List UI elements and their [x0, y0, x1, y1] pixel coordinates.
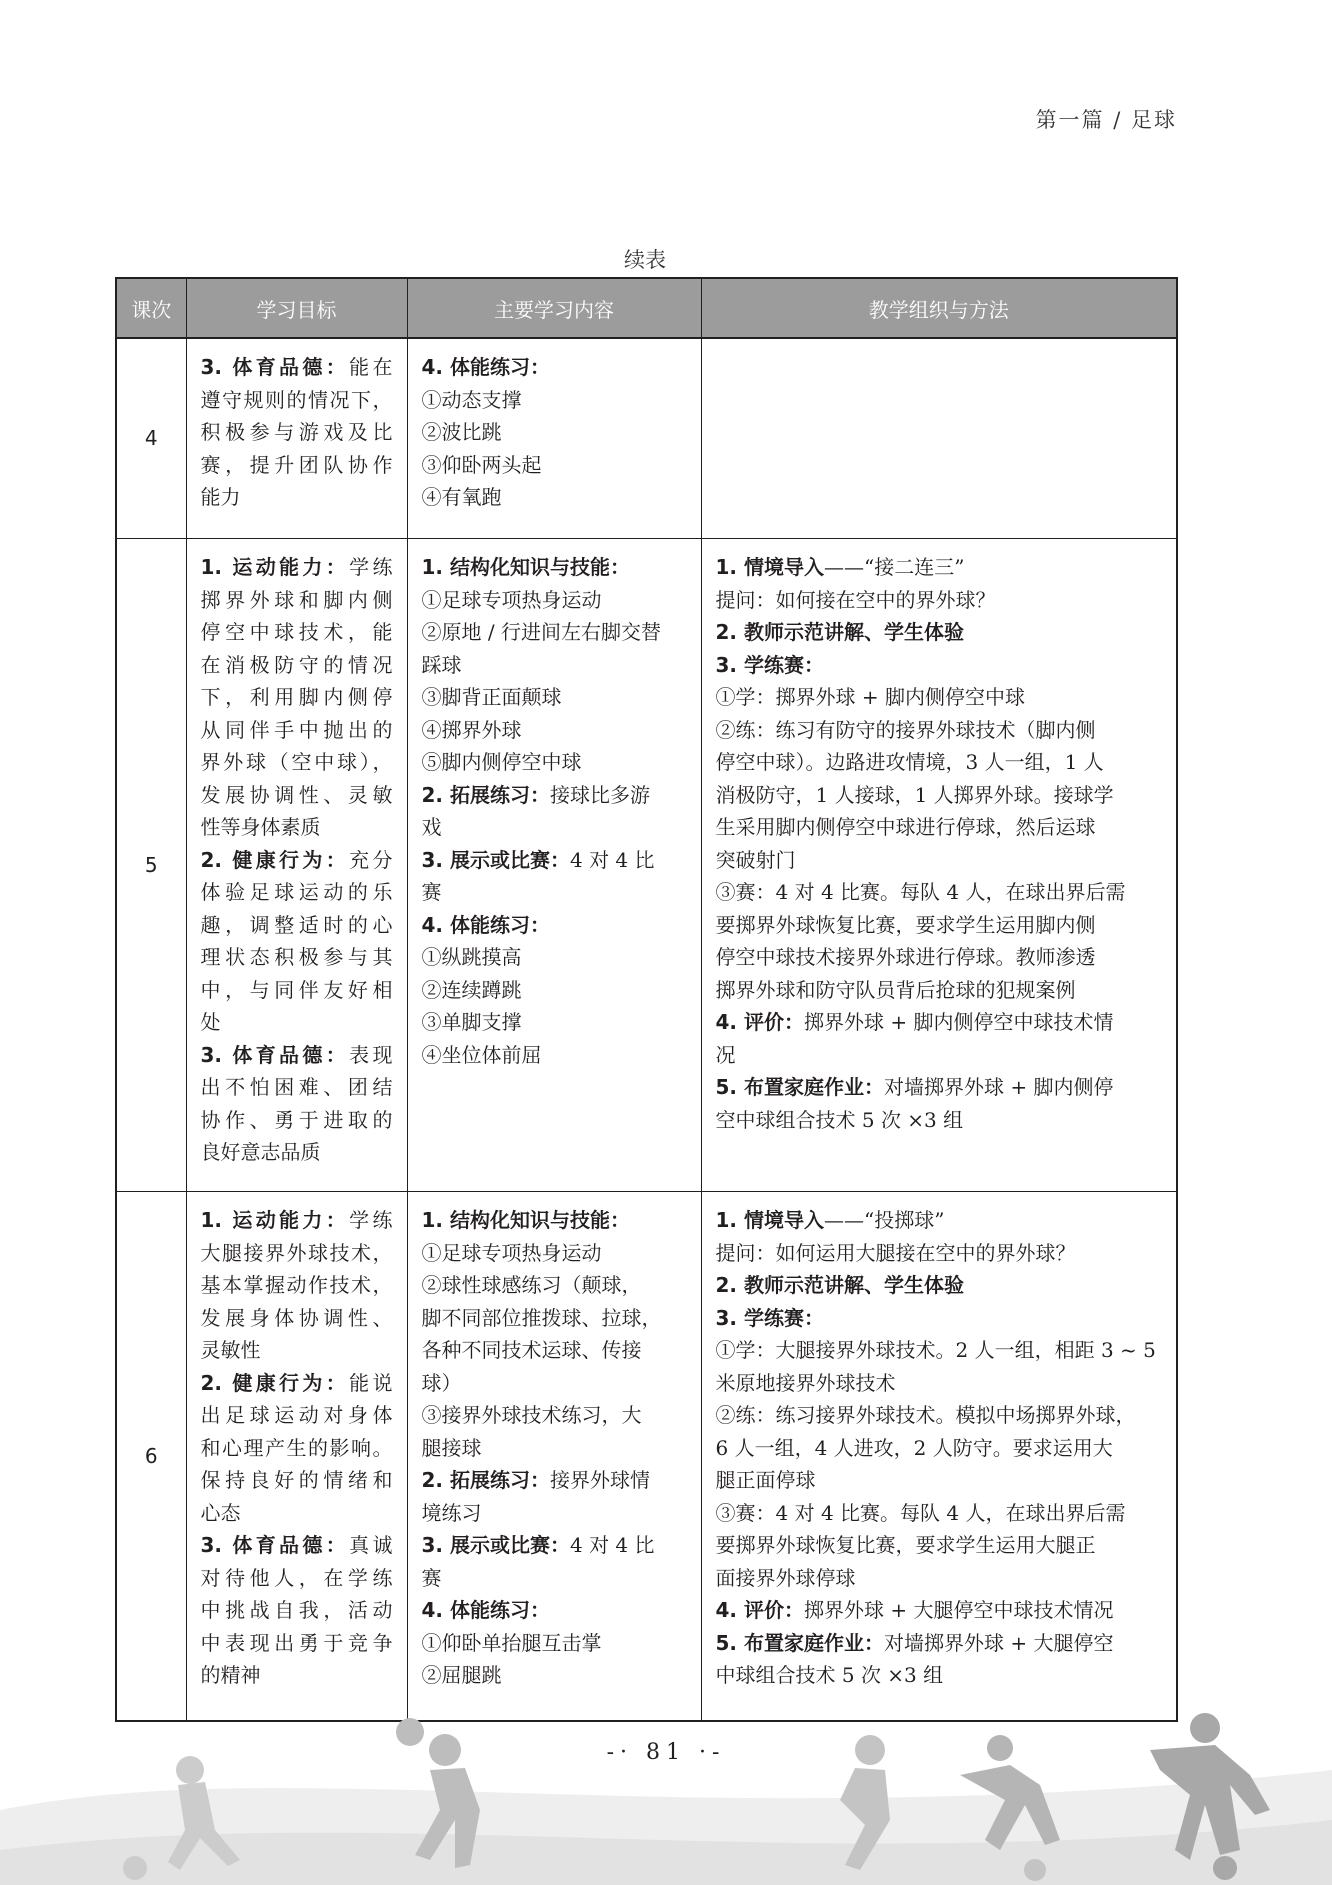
- body-text: 停空中球技术，能: [200, 620, 393, 644]
- body-text: ①纵跳摸高: [421, 945, 522, 969]
- table-header-row: [116, 278, 1177, 338]
- body-text: 停空中球）。边路进攻情境，3 人一组，1 人: [715, 750, 1104, 774]
- text-line: [716, 1104, 1163, 1137]
- body-text: 学练: [349, 1208, 393, 1232]
- text-line: [201, 1594, 393, 1627]
- text-line: [422, 1594, 687, 1627]
- body-text: ②原地 / 行进间左右脚交替: [421, 620, 661, 644]
- lesson-number: 6: [116, 1192, 186, 1722]
- text-line: [201, 1432, 393, 1465]
- text-line: [716, 1204, 1163, 1237]
- heading-keyword: 1. 情境导入: [715, 1208, 824, 1232]
- body-text: 能力: [200, 485, 241, 509]
- text-line: [422, 909, 687, 942]
- text-line: [716, 974, 1163, 1007]
- body-text: 在消极防守的情况: [200, 652, 393, 677]
- text-line: [422, 1529, 687, 1562]
- lesson-row: [116, 539, 1177, 1192]
- text-line: [201, 584, 393, 617]
- heading-keyword: 3. 体育品德：: [200, 1042, 350, 1067]
- text-line: [422, 1464, 687, 1497]
- body-text: 出足球运动对身体: [200, 1403, 393, 1427]
- text-line: [716, 616, 1163, 649]
- heading-keyword: 1. 运动能力：: [200, 555, 350, 579]
- body-text: ②练：练习接界外球技术。模拟中场掷界外球，: [715, 1403, 1136, 1427]
- text-line: [716, 746, 1163, 779]
- text-line: [716, 1367, 1163, 1400]
- body-text: 发展协调性、灵敏: [200, 782, 393, 807]
- body-text: ②连续蹲跳: [421, 977, 522, 1002]
- body-text: 基本掌握动作技术，: [200, 1273, 393, 1297]
- body-text: ④有氧跑: [421, 485, 502, 509]
- text-line: [716, 584, 1163, 617]
- body-text: ②波比跳: [421, 420, 502, 444]
- heading-keyword: 1. 结构化知识与技能：: [421, 1208, 630, 1232]
- text-line: [201, 1497, 393, 1530]
- text-line: [201, 1071, 393, 1104]
- text-line: [422, 481, 687, 514]
- text-line: [201, 844, 393, 877]
- body-text: 真诚: [349, 1533, 393, 1557]
- text-line: [422, 681, 687, 714]
- body-text: ③单脚支撑: [421, 1010, 522, 1034]
- text-line: [201, 384, 393, 417]
- body-text: ①足球专项热身运动: [421, 587, 602, 612]
- body-text: 况: [715, 1042, 736, 1067]
- body-text: 掷界外球 + 大腿停空中球技术情况: [803, 1598, 1114, 1622]
- body-text: ③赛：4 对 4 比赛。每队 4 人，在球出界后需: [715, 880, 1126, 904]
- body-text: 要掷界外球恢复比赛，要求学生运用大腿正: [715, 1533, 1096, 1557]
- body-text: ②球性球感练习（颠球，: [421, 1273, 642, 1297]
- text-line: [201, 1399, 393, 1432]
- body-text: 腿正面停球: [715, 1468, 816, 1492]
- text-line: [716, 1594, 1163, 1627]
- header-content: 主要学习内容: [407, 278, 701, 338]
- header-lesson: 课次: [116, 278, 186, 338]
- text-line: [716, 649, 1163, 682]
- content-cell: [407, 539, 701, 1192]
- body-text: ①足球专项热身运动: [421, 1240, 602, 1265]
- objectives-cell: [186, 539, 407, 1192]
- body-text: ②屈腿跳: [421, 1663, 502, 1687]
- heading-keyword: 4. 评价：: [715, 1598, 804, 1622]
- text-line: [716, 1529, 1163, 1562]
- body-text: 掷界外球和脚内侧: [200, 587, 393, 612]
- body-text: 大腿接界外球技术，: [200, 1240, 393, 1265]
- body-text: 掷界外球 + 脚内侧停空中球技术情: [803, 1010, 1114, 1034]
- text-line: [201, 1006, 393, 1039]
- text-line: [716, 1627, 1163, 1660]
- text-line: [422, 941, 687, 974]
- body-text: 发展身体协调性、: [200, 1305, 393, 1330]
- text-line: [201, 1104, 393, 1137]
- text-line: [201, 649, 393, 682]
- text-line: [716, 1071, 1163, 1104]
- text-line: [422, 1399, 687, 1432]
- body-text: 协作、勇于进取的: [200, 1107, 393, 1132]
- content-cell: [407, 1192, 701, 1722]
- body-text: 戏: [421, 815, 442, 839]
- text-line: [201, 351, 393, 384]
- text-line: [716, 1659, 1163, 1692]
- text-line: [422, 974, 687, 1007]
- text-line: [201, 941, 393, 974]
- text-line: [201, 1627, 393, 1660]
- content-cell: [407, 338, 701, 539]
- body-text: 腿接球: [421, 1435, 482, 1460]
- text-line: [201, 779, 393, 812]
- heading-keyword: 4. 体能练习：: [421, 912, 550, 937]
- heading-keyword: 3. 展示或比赛：: [421, 1533, 570, 1557]
- header-objectives: 学习目标: [186, 278, 407, 338]
- body-text: 赛，提升团队协作: [200, 452, 393, 477]
- text-line: [201, 974, 393, 1007]
- body-text: 保持良好的情绪和: [200, 1468, 393, 1492]
- body-text: ①动态支撑: [421, 387, 522, 412]
- text-line: [716, 681, 1163, 714]
- body-text: 提问：如何接在空中的界外球？: [715, 587, 996, 612]
- text-line: [716, 1399, 1163, 1432]
- text-line: [201, 1529, 393, 1562]
- body-text: 突破射门: [715, 847, 796, 872]
- body-text: 赛: [421, 1565, 442, 1590]
- body-text: 体验足球运动的乐: [200, 880, 393, 904]
- methods-cell: [701, 1192, 1177, 1722]
- footer-football-silhouettes: [0, 1690, 1332, 1885]
- text-line: [716, 1334, 1163, 1367]
- body-text: ③接界外球技术练习，大: [421, 1403, 642, 1427]
- lesson-plan-table: [115, 277, 1178, 1722]
- heading-keyword: 2. 教师示范讲解、学生体验: [715, 620, 964, 644]
- body-text: 米原地接界外球技术: [715, 1370, 896, 1395]
- text-line: [422, 649, 687, 682]
- body-text: 4 对 4 比: [569, 847, 655, 872]
- text-line: [422, 1432, 687, 1465]
- body-text: 性等身体素质: [200, 815, 321, 839]
- text-line: [422, 1237, 687, 1270]
- heading-keyword: 5. 布置家庭作业：: [715, 1075, 884, 1099]
- text-line: [716, 1464, 1163, 1497]
- text-line: [422, 714, 687, 747]
- text-line: [422, 1367, 687, 1400]
- body-text: ①学：掷界外球 + 脚内侧停空中球: [715, 685, 1025, 709]
- body-text: 中，与同伴友好相: [200, 977, 393, 1002]
- body-text: 中球组合技术 5 次 ×3 组: [715, 1663, 944, 1687]
- body-text: 充分: [349, 847, 393, 872]
- text-line: [201, 1562, 393, 1595]
- text-line: [422, 1497, 687, 1530]
- heading-keyword: 5. 布置家庭作业：: [715, 1630, 884, 1655]
- text-line: [716, 779, 1163, 812]
- body-text: 球）: [421, 1370, 462, 1395]
- text-line: [201, 714, 393, 747]
- body-text: 面接界外球停球: [715, 1565, 856, 1590]
- body-text: 中表现出勇于竞争: [200, 1630, 393, 1655]
- text-line: [422, 811, 687, 844]
- text-line: [422, 844, 687, 877]
- heading-keyword: 1. 情境导入: [715, 555, 824, 579]
- text-line: [422, 416, 687, 449]
- text-line: [422, 1006, 687, 1039]
- body-text: 遵守规则的情况下，: [200, 387, 393, 412]
- body-text: 接界外球情: [549, 1468, 650, 1492]
- text-line: [716, 551, 1163, 584]
- body-text: 从同伴手中抛出的: [200, 717, 393, 742]
- text-line: [422, 1562, 687, 1595]
- text-line: [201, 909, 393, 942]
- text-line: [201, 1039, 393, 1072]
- heading-keyword: 2. 拓展练习：: [421, 1468, 550, 1492]
- body-text: ⑤脚内侧停空中球: [421, 750, 582, 774]
- heading-keyword: 1. 结构化知识与技能：: [421, 555, 630, 579]
- text-line: [716, 1432, 1163, 1465]
- body-text: 消极防守，1 人接球，1 人掷界外球。接球学: [715, 782, 1114, 807]
- body-text: 下，利用脚内侧停: [200, 685, 393, 709]
- text-line: [716, 1497, 1163, 1530]
- body-text: 界外球（空中球），: [200, 750, 393, 774]
- text-line: [201, 1302, 393, 1335]
- body-text: ①学：大腿接界外球技术。2 人一组，相距 3 ~ 5: [715, 1338, 1156, 1362]
- body-text: ③仰卧两头起: [421, 452, 542, 477]
- body-text: 赛: [421, 880, 442, 904]
- body-text: 和心理产生的影响。: [200, 1435, 393, 1460]
- body-text: 的精神: [200, 1663, 261, 1687]
- body-text: 出不怕困难、团结: [200, 1075, 393, 1099]
- text-line: [201, 449, 393, 482]
- text-line: [422, 584, 687, 617]
- heading-keyword: 3. 体育品德：: [200, 1533, 350, 1557]
- body-text: 学练: [349, 555, 393, 579]
- text-line: [422, 1334, 687, 1367]
- text-line: [716, 1039, 1163, 1072]
- body-text: 良好意志品质: [200, 1140, 321, 1164]
- text-line: [716, 1269, 1163, 1302]
- text-line: [422, 351, 687, 384]
- heading-keyword: 3. 学练赛：: [715, 1305, 824, 1330]
- header-methods: 教学组织与方法: [701, 278, 1177, 338]
- text-line: [422, 1627, 687, 1660]
- body-text: 能在: [349, 355, 393, 379]
- text-line: [201, 1367, 393, 1400]
- text-line: [422, 876, 687, 909]
- body-text: 境练习: [421, 1500, 482, 1525]
- body-text: 4 对 4 比: [569, 1533, 655, 1557]
- text-line: [422, 1659, 687, 1692]
- body-text: 脚不同部位推拨球、拉球，: [421, 1305, 662, 1330]
- page-number: -· 81 ·-: [606, 1740, 726, 1765]
- body-text: 掷界外球和防守队员背后抢球的犯规案例: [715, 977, 1076, 1002]
- methods-cell: [701, 539, 1177, 1192]
- body-text: 对待他人，在学练: [200, 1565, 393, 1590]
- body-text: 各种不同技术运球、传接: [421, 1338, 642, 1362]
- body-text: 对墙掷界外球 + 脚内侧停: [883, 1075, 1114, 1099]
- body-text: 6 人一组，4 人进攻，2 人防守。要求运用大: [715, 1435, 1113, 1460]
- text-line: [201, 551, 393, 584]
- text-line: [422, 1269, 687, 1302]
- body-text: 灵敏性: [200, 1338, 261, 1362]
- body-text: 对墙掷界外球 + 大腿停空: [883, 1630, 1114, 1655]
- objectives-cell: [186, 1192, 407, 1722]
- text-line: [716, 844, 1163, 877]
- text-line: [201, 811, 393, 844]
- lesson-row: [116, 338, 1177, 539]
- heading-keyword: 4. 体能练习：: [421, 1598, 550, 1622]
- body-text: 能说: [349, 1370, 393, 1395]
- text-line: [201, 1136, 393, 1169]
- heading-keyword: 2. 教师示范讲解、学生体验: [715, 1273, 964, 1297]
- text-line: [201, 1237, 393, 1270]
- body-text: 要掷界外球恢复比赛，要求学生运用脚内侧: [715, 912, 1096, 937]
- text-line: [201, 1269, 393, 1302]
- text-line: [422, 384, 687, 417]
- body-text: 接球比多游: [549, 782, 650, 807]
- text-line: [201, 1464, 393, 1497]
- body-text: ——“投掷球”: [823, 1208, 945, 1232]
- body-text: ①仰卧单抬腿互击掌: [421, 1630, 602, 1655]
- text-line: [422, 551, 687, 584]
- body-text: 中挑战自我，活动: [200, 1598, 393, 1622]
- text-line: [716, 1237, 1163, 1270]
- body-text: 踩球: [421, 652, 462, 677]
- text-line: [422, 449, 687, 482]
- text-line: [201, 746, 393, 779]
- heading-keyword: 3. 体育品德：: [200, 355, 350, 379]
- text-line: [422, 616, 687, 649]
- text-line: [422, 779, 687, 812]
- body-text: 趣，调整适时的心: [200, 912, 393, 937]
- text-line: [201, 1659, 393, 1692]
- body-text: 停空中球技术接界外球进行停球。教师渗透: [715, 945, 1096, 969]
- text-line: [716, 909, 1163, 942]
- heading-keyword: 4. 体能练习：: [421, 355, 550, 379]
- body-text: 提问：如何运用大腿接在空中的界外球？: [715, 1240, 1076, 1265]
- body-text: ④坐位体前屈: [421, 1042, 542, 1067]
- text-line: [716, 811, 1163, 844]
- text-line: [422, 1204, 687, 1237]
- text-line: [422, 1302, 687, 1335]
- heading-keyword: 2. 拓展练习：: [421, 782, 550, 807]
- body-text: 积极参与游戏及比: [200, 420, 393, 444]
- text-line: [201, 1334, 393, 1367]
- table-caption: 续表: [624, 248, 666, 272]
- body-text: 表现: [349, 1042, 393, 1067]
- running-header: 第一篇 / 足球: [1035, 108, 1177, 132]
- text-line: [716, 714, 1163, 747]
- text-line: [201, 1204, 393, 1237]
- lesson-number: 5: [116, 539, 186, 1192]
- objectives-cell: [186, 338, 407, 539]
- text-line: [716, 941, 1163, 974]
- heading-keyword: 1. 运动能力：: [200, 1208, 350, 1232]
- lesson-row: [116, 1192, 1177, 1722]
- text-line: [716, 1302, 1163, 1335]
- body-text: ——“接二连三”: [823, 555, 965, 579]
- body-text: ③脚背正面颠球: [421, 685, 562, 709]
- text-line: [201, 416, 393, 449]
- text-line: [716, 1562, 1163, 1595]
- heading-keyword: 2. 健康行为：: [200, 1370, 350, 1395]
- lesson-number: 4: [116, 338, 186, 539]
- text-line: [716, 1006, 1163, 1039]
- heading-keyword: 4. 评价：: [715, 1010, 804, 1034]
- body-text: 生采用脚内侧停空中球进行停球，然后运球: [715, 815, 1096, 839]
- body-text: 空中球组合技术 5 次 ×3 组: [715, 1107, 964, 1132]
- text-line: [201, 681, 393, 714]
- heading-keyword: 3. 展示或比赛：: [421, 847, 570, 872]
- heading-keyword: 3. 学练赛：: [715, 652, 824, 677]
- body-text: 处: [200, 1010, 221, 1034]
- body-text: 心态: [200, 1500, 241, 1525]
- text-line: [716, 876, 1163, 909]
- text-line: [422, 746, 687, 779]
- text-line: [201, 876, 393, 909]
- text-line: [201, 616, 393, 649]
- text-line: [201, 481, 393, 514]
- heading-keyword: 2. 健康行为：: [200, 847, 350, 872]
- body-text: ④掷界外球: [421, 717, 522, 742]
- text-line: [422, 1039, 687, 1072]
- body-text: ②练：练习有防守的接界外球技术（脚内侧: [715, 717, 1096, 742]
- body-text: ③赛：4 对 4 比赛。每队 4 人，在球出界后需: [715, 1500, 1126, 1525]
- methods-cell: [701, 338, 1177, 539]
- body-text: 理状态积极参与其: [200, 945, 393, 969]
